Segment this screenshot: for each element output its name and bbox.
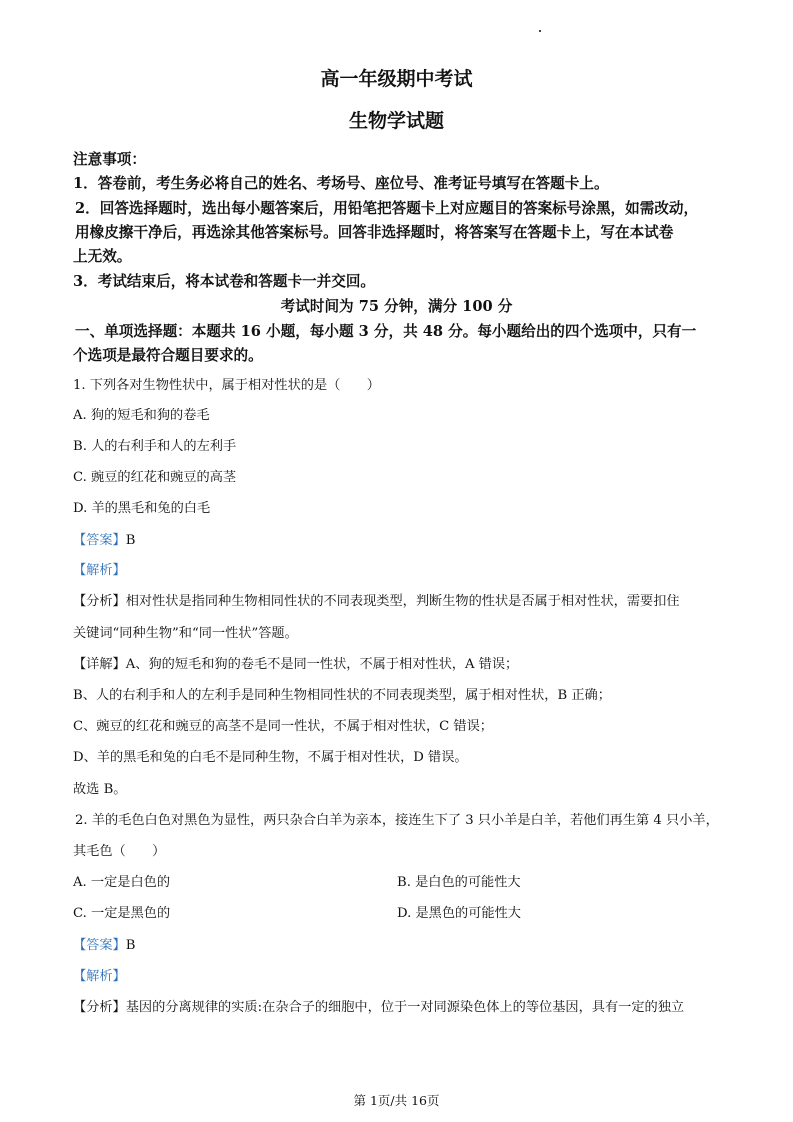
notice-item: 用橡皮擦干净后，再选涂其他答案标号。回答非选择题时，将答案写在答题卡上，写在本试卷 [75,224,674,241]
q1-option-b: B. 人的右利手和人的左利手 [73,439,237,454]
q1-detail-line: D、羊的黑毛和兔的白毛不是同种生物，不属于相对性状，D 错误。 [73,750,468,765]
exam-subtitle: 生物学试题 [348,110,444,132]
q1-stem: 1. 下列各对生物性状中，属于相对性状的是（ ） [73,378,380,393]
fenxi-tag: 【分析】 [73,594,126,609]
q2-option-a: A. 一定是白色的 [73,875,171,890]
section-heading: 一、单项选择题：本题共 16 小题，每小题 3 分，共 48 分。每小题给出的四个选项中，只有一 [75,323,697,340]
notice-item: 上无效。 [73,248,132,265]
q1-fenxi [73,590,680,609]
q1-detail [73,653,518,672]
q1-option-c: C. 豌豆的红花和豌豆的高茎 [73,470,237,485]
exam-title: 高一年级期中考试 [320,68,473,90]
answer-value: B [125,533,136,548]
notice-heading: 注意事项： [73,151,146,168]
section-heading-cont: 个选项是最符合题目要求的。 [73,347,263,364]
q2-stem-cont: 其毛色（ ） [73,844,166,859]
q1-detail-line: B、人的右利手和人的左利手是同种生物相同性状的不同表现类型，属于相对性状，B 正确； [73,688,611,703]
q1-detail-line: C、豌豆的红花和豌豆的高茎不是同一性状，不属于相对性状，C 错误； [73,719,493,734]
q1-option-d: D. 羊的黑毛和兔的白毛 [73,501,211,516]
q2-option-d: D. 是黑色的可能性大 [397,906,521,921]
answer-value: B [125,938,136,953]
notice-item: 3．考试结束后，将本试卷和答题卡一并交回。 [73,273,376,290]
time-info: 考试时间为 75 分钟，满分 100 分 [280,298,513,315]
q2-analysis-tag: 【解析】 [73,969,126,984]
notice-item: 2．回答选择题时，选出每小题答案后，用铅笔把答题卡上对应题目的答案标号涂黑，如需改动， [75,200,699,217]
q1-fenxi-cont: 关键词“同种生物”和“同一性状”答题。 [73,626,298,641]
q1-analysis-tag: 【解析】 [73,563,126,578]
notice-item: 1．答卷前，考生务必将自己的姓名、考场号、座位号、准考证号填写在答题卡上。 [73,175,609,192]
scan-dot [539,30,541,32]
fenxi-tag: 【分析】 [73,1000,126,1015]
q2-stem: 2. 羊的毛色白色对黑色为显性，两只杂合白羊为亲本，接连生下了 3 只小羊是白羊，若他们再生第 4 只小羊， [75,813,719,828]
q2-fenxi [73,996,684,1015]
answer-tag: 【答案】 [73,938,126,953]
q2-answer [73,934,135,953]
q1-answer [73,529,135,548]
q2-option-c: C. 一定是黑色的 [73,906,171,921]
detail-tag: 【详解】 [73,657,126,672]
page-number: 第 1页/共 16页 [353,1093,440,1108]
answer-tag: 【答案】 [73,533,126,548]
fenxi-text: 基因的分离规律的实质:在杂合子的细胞中，位于一对同源染色体上的等位基因，具有一定的独立 [125,1000,685,1015]
detail-text: A、狗的短毛和狗的卷毛不是同一性状，不属于相对性状，A 错误； [125,657,519,672]
q1-option-a: A. 狗的短毛和狗的卷毛 [73,408,210,423]
q1-conclusion: 故选 B。 [73,782,127,797]
q2-option-b: B. 是白色的可能性大 [397,875,521,890]
fenxi-text: 相对性状是指同种生物相同性状的不同表现类型，判断生物的性状是否属于相对性状，需要扣住 [125,594,680,609]
